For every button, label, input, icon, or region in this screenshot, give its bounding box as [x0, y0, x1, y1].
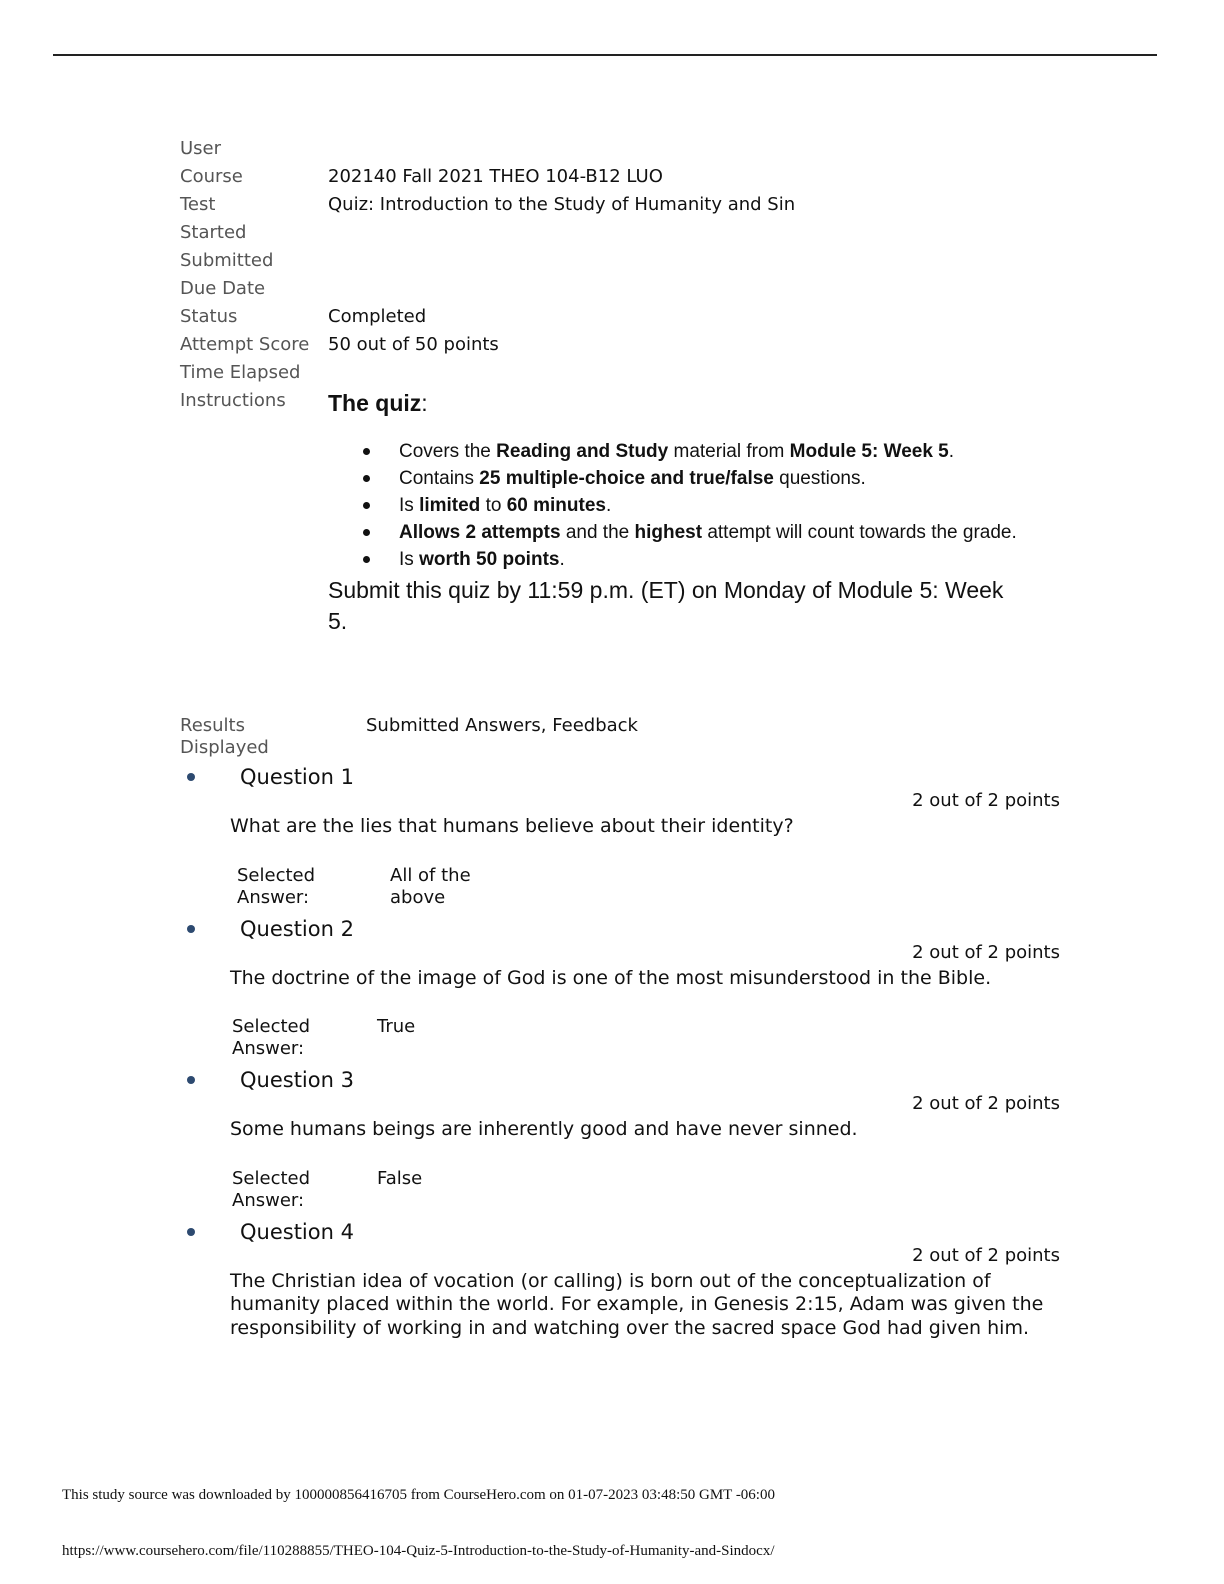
- label-submitted: Submitted: [180, 250, 274, 271]
- question-3: [180, 1068, 1070, 1212]
- source-url[interactable]: https://www.coursehero.com/file/110288855/THEO-104-Quiz-5-Introduction-to-the-Study-of-Humanity-and-Sindocx/: [62, 1543, 775, 1559]
- instructions-content: [328, 390, 1070, 709]
- value-results-displayed: Submitted Answers, Feedback: [366, 715, 638, 736]
- question-title: Question 3: [240, 1068, 354, 1092]
- label-user: User: [180, 138, 222, 159]
- row-time-elapsed: [180, 362, 1070, 384]
- question-title: Question 2: [240, 916, 354, 941]
- question-header: [180, 765, 1070, 789]
- label-time-elapsed: Time Elapsed: [180, 362, 301, 383]
- question-text: The doctrine of the image of God is one of the most misunderstood in the Bible.: [230, 966, 992, 989]
- question-title: Question 1: [240, 765, 354, 789]
- instruction-item: Is limited to 60 minutes.: [399, 494, 1039, 517]
- row-due-date: [180, 278, 1070, 300]
- question-points: 2 out of 2 points: [912, 1093, 1060, 1114]
- value-course: 202140 Fall 2021 THEO 104-B12 LUO: [328, 166, 663, 187]
- details-table: [180, 138, 1070, 759]
- selected-answer: [232, 1016, 1070, 1060]
- value-attempt-score: 50 out of 50 points: [328, 334, 499, 355]
- instructions-title-text: The quiz: [328, 390, 422, 416]
- selected-answer: [237, 865, 1070, 909]
- download-note: This study source was downloaded by 100000856416705 from CourseHero.com on 01-07-2023 03:48:50 GMT -06:00: [62, 1487, 775, 1503]
- question-1: [180, 765, 1070, 909]
- selected-answer-label: Selected Answer:: [232, 1016, 311, 1059]
- selected-answer-value: True: [377, 1016, 416, 1037]
- question-points: 2 out of 2 points: [912, 941, 1060, 963]
- instructions-list: [328, 440, 1039, 571]
- main-content: [180, 138, 1070, 1340]
- bullet-icon: [187, 925, 195, 933]
- question-text: What are the lies that humans believe about their identity?: [230, 815, 794, 837]
- selected-answer-label: Selected Answer:: [232, 1167, 311, 1211]
- bullet-icon: [363, 502, 370, 509]
- question-header: [180, 1068, 1070, 1092]
- question-points: 2 out of 2 points: [912, 790, 1060, 811]
- question-text: Some humans beings are inherently good and have never sinned.: [230, 1118, 858, 1140]
- instruction-item: Covers the Reading and Study material from Module 5: Week 5.: [399, 440, 1039, 463]
- row-submitted: [180, 250, 1070, 272]
- label-course: Course: [180, 166, 243, 187]
- label-due-date: Due Date: [180, 278, 266, 299]
- bullet-icon: [187, 773, 195, 781]
- instruction-item: Contains 25 multiple-choice and true/false questions.: [399, 467, 1039, 490]
- question-header: [180, 917, 1070, 941]
- selected-answer-value: False: [377, 1167, 423, 1189]
- question-title: Question 4: [240, 1219, 354, 1244]
- row-results-displayed: [180, 715, 1070, 759]
- row-attempt-score: [180, 334, 1070, 356]
- bullet-icon: [363, 448, 370, 455]
- label-instructions: Instructions: [180, 390, 286, 411]
- bullet-icon: [187, 1228, 195, 1236]
- label-results-displayed: Results Displayed: [180, 715, 269, 758]
- question-2: [180, 917, 1070, 1061]
- row-course: [180, 166, 1070, 188]
- row-instructions: [180, 390, 1070, 709]
- question-4: [180, 1220, 1070, 1341]
- bullet-icon: [363, 556, 370, 563]
- bullet-icon: [363, 529, 370, 536]
- top-rule: [53, 54, 1157, 56]
- instructions-title: [328, 388, 1070, 418]
- question-points: 2 out of 2 points: [912, 1244, 1060, 1266]
- selected-answer-label: Selected Answer:: [237, 864, 316, 908]
- label-status: Status: [180, 306, 238, 327]
- question-text: The Christian idea of vocation (or calling) is born out of the conceptualization of humanity placed within the world. For example, in Genesis 2:15, Adam was given the responsibility of working in and watching over the sacred space God had given him.: [230, 1269, 1044, 1339]
- question-header: [180, 1220, 1070, 1244]
- value-test: Quiz: Introduction to the Study of Humanity and Sin: [328, 194, 796, 215]
- instruction-item: Is worth 50 points.: [399, 548, 1039, 571]
- submit-deadline: Submit this quiz by 11:59 p.m. (ET) on Monday of Module 5: Week 5.: [328, 577, 1004, 634]
- row-started: [180, 222, 1070, 244]
- bullet-icon: [187, 1076, 195, 1084]
- value-status: Completed: [328, 306, 427, 327]
- row-status: [180, 306, 1070, 328]
- bullet-icon: [363, 475, 370, 482]
- selected-answer: [232, 1168, 1070, 1212]
- instructions-title-colon: :: [421, 390, 428, 416]
- selected-answer-value: All of the above: [390, 864, 471, 908]
- label-attempt-score: Attempt Score: [180, 334, 310, 355]
- row-test: [180, 194, 1070, 216]
- instruction-item: Allows 2 attempts and the highest attempt will count towards the grade.: [399, 521, 1039, 544]
- label-test: Test: [180, 194, 216, 215]
- row-user: [180, 138, 1070, 160]
- label-started: Started: [180, 222, 247, 243]
